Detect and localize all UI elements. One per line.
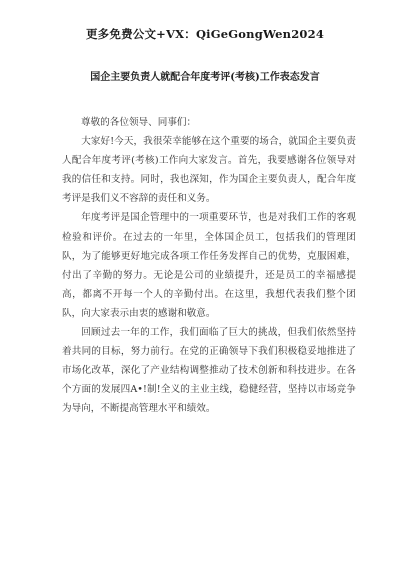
paragraph-3: 回顾过去一年的工作，我们面临了巨大的挑战，但我们依然坚持着共同的目标，努力前行。在党的正确领导下我们积极稳妥地推进了市场化改革，深化了产业结构调整推动了技术创新和科技进步。在各个方面的发展四A•!制!全义的主业主线，稳健经营，坚持以市场竞争为导向，不断提高管理水平和绩效。: [62, 327, 356, 415]
document-body: [62, 113, 356, 419]
document-title: 国企主要负责人就配合年度考评(考核)工作表态发言: [90, 72, 320, 83]
paragraph-1: 大家好!今天，我很荣幸能够在这个重要的场合，就国企主要负责人配合年度考评(考核)工作向大家发言。首先，我要感谢各位领导对我的信任和支持。同时，我也深知，作为国企主要负责人，配合年度考评是我们义不容辞的责任和义务。: [62, 136, 356, 205]
greeting-line: 尊敬的各位领导、同事们：: [81, 117, 197, 128]
promo-header: 更多免费公文+VX：QiGeGongWen2024: [85, 27, 325, 41]
paragraph-2: 年度考评是国企管理中的一项重要环节，也是对我们工作的客观检验和评价。在过去的一年里，全体国企员工，包括我们的管理团队，为了能够更好地完成各项工作任务发挥自己的优势，克服困难，付出了辛勤的努力。无论是公司的业绩提升，还是员工的幸福感提高，都离不开每一个人的辛勤付出。在这里，我想代表我们整个团队，向大家表示由衷的感谢和敬意。: [62, 212, 356, 319]
